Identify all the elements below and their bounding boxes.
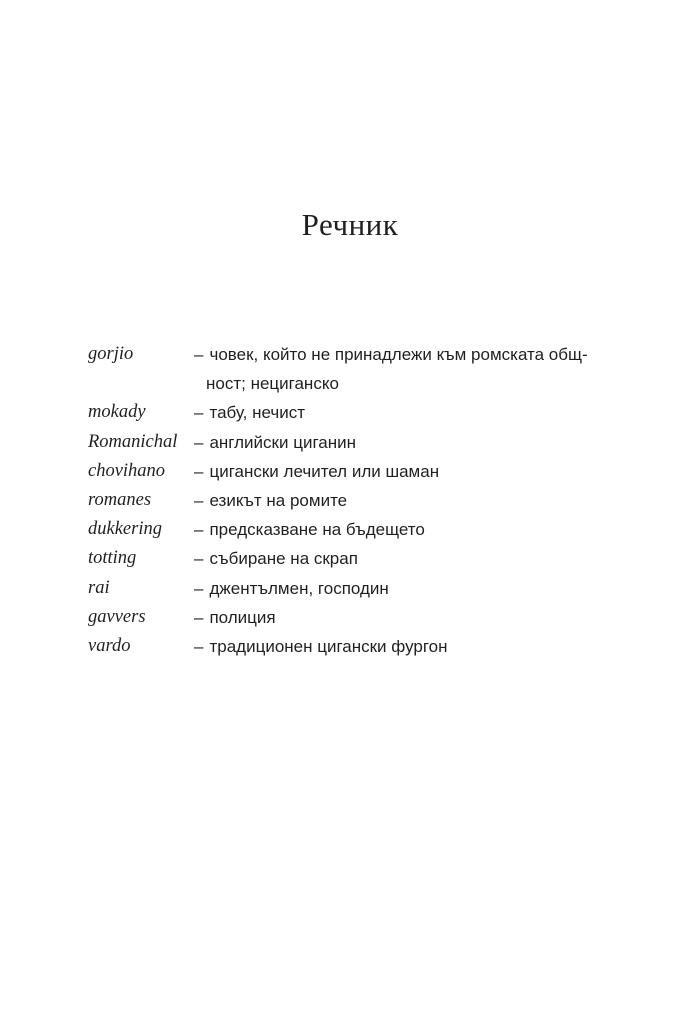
glossary-entry bbox=[88, 603, 628, 632]
entry-dash: – bbox=[194, 403, 204, 423]
definition-text: табу, нечист bbox=[209, 403, 306, 423]
entry-dash: – bbox=[194, 432, 204, 452]
glossary-term: rai bbox=[88, 577, 110, 598]
glossary-definition bbox=[194, 603, 628, 632]
glossary-definition bbox=[194, 574, 628, 603]
entry-dash: – bbox=[194, 345, 204, 364]
glossary-definition bbox=[194, 632, 628, 661]
glossary-definition bbox=[194, 340, 628, 398]
glossary-definition bbox=[194, 486, 628, 515]
glossary-term: chovihano bbox=[88, 460, 166, 481]
glossary-entry bbox=[88, 574, 628, 603]
glossary-entry bbox=[88, 398, 628, 427]
definition-text: полиция bbox=[209, 607, 276, 627]
entry-dash: – bbox=[194, 637, 204, 657]
definition-text: английски циганин bbox=[209, 432, 356, 452]
glossary-term: gavvers bbox=[88, 606, 146, 627]
glossary-definition bbox=[194, 428, 628, 457]
glossary-definition bbox=[194, 398, 628, 427]
definition-text: езикът на ромите bbox=[209, 491, 348, 511]
entry-dash: – bbox=[194, 520, 204, 540]
entry-dash: – bbox=[194, 461, 204, 481]
glossary-entry bbox=[88, 428, 628, 457]
definition-text: човек, който не принадлежи към ромската общ- bbox=[209, 345, 588, 364]
glossary-entry bbox=[88, 486, 628, 515]
definition-text: традиционен цигански фургон bbox=[209, 637, 448, 657]
entry-dash: – bbox=[194, 607, 204, 627]
glossary-term: Romanichal bbox=[88, 431, 178, 452]
entry-dash: – bbox=[194, 549, 204, 569]
definition-text: събиране на скрап bbox=[209, 549, 358, 569]
glossary-entry bbox=[88, 515, 628, 544]
glossary-term: vardo bbox=[88, 636, 131, 657]
glossary-entry bbox=[88, 340, 628, 398]
glossary-list bbox=[88, 340, 628, 661]
entry-dash: – bbox=[194, 491, 204, 511]
definition-text: цигански лечител или шаман bbox=[209, 461, 440, 481]
definition-text: предсказване на бъдещето bbox=[209, 520, 425, 540]
glossary-definition bbox=[194, 457, 628, 486]
glossary-term: mokady bbox=[88, 402, 146, 423]
definition-text: джентълмен, господин bbox=[209, 578, 389, 598]
entry-dash: – bbox=[194, 578, 204, 598]
glossary-entry bbox=[88, 457, 628, 486]
glossary-definition bbox=[194, 544, 628, 573]
glossary-entry bbox=[88, 632, 628, 661]
glossary-term: gorjio bbox=[88, 344, 134, 364]
glossary-term: romanes bbox=[88, 490, 152, 511]
glossary-term: totting bbox=[88, 548, 137, 569]
glossary-entry bbox=[88, 544, 628, 573]
page-title: Речник bbox=[301, 207, 399, 242]
glossary-term: dukkering bbox=[88, 519, 162, 540]
definition-continuation: ност; нециганско bbox=[206, 374, 339, 394]
glossary-definition bbox=[194, 515, 628, 544]
